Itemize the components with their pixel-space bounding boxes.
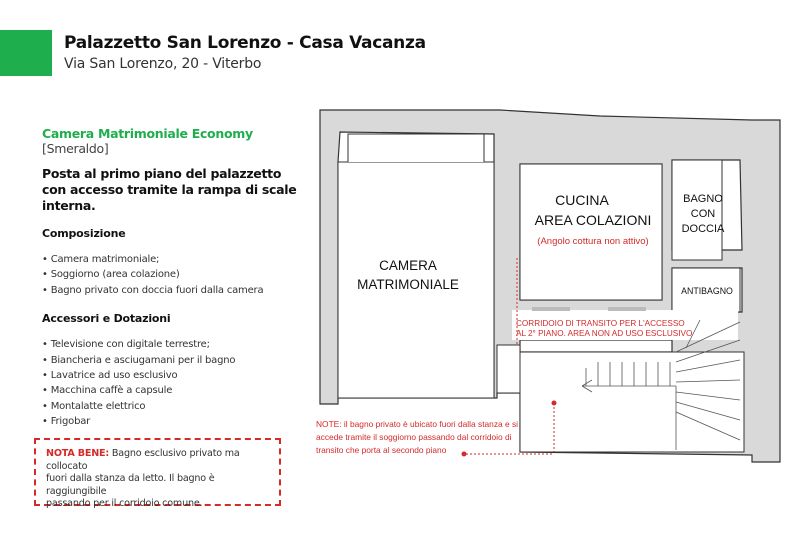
label-corridoio: AL 2° PIANO. AREA NON AD USO ESCLUSIVO	[516, 329, 693, 338]
label-corridoio: CORRIDOIO DI TRANSITO PER L'ACCESSO	[516, 319, 685, 328]
list-item: • Bagno privato con doccia fuori dalla camera	[42, 283, 307, 298]
list-item: • Televisione con digitale terrestre;	[42, 337, 307, 352]
nota-line: passando per il corridoio comune.	[46, 498, 203, 509]
label-bagno: CON	[690, 208, 716, 220]
label-antibagno: ANTIBAGNO	[681, 286, 733, 296]
label-camera: CAMERA	[379, 258, 437, 273]
list-item: • Soggiorno (area colazione)	[42, 267, 307, 282]
list-item: • Camera matrimoniale;	[42, 252, 307, 267]
nota-label: NOTA BENE:	[46, 448, 110, 459]
floorplan-note: accede tramite il soggiorno passando dal corridoio di	[316, 432, 512, 442]
door-mark	[532, 307, 570, 311]
label-bagno: DOCCIA	[681, 223, 725, 235]
list-item: • Biancheria e asciugamani per il bagno	[42, 353, 307, 368]
door-mark	[608, 307, 646, 311]
list-item: • Macchina caffè a capsule	[42, 383, 307, 398]
label-cucina-note: (Angolo cottura non attivo)	[537, 236, 649, 247]
room-code: [Smeraldo]	[42, 141, 109, 156]
label-cucina: CUCINA	[555, 192, 609, 208]
nota-line: fuori dalla stanza da letto. Il bagno è raggiungibile	[46, 473, 215, 497]
floorplan-note: NOTE: il bagno privato è ubicato fuori dalla stanza e si	[316, 419, 519, 429]
floorplan-note: transito che porta al secondo piano	[316, 445, 447, 455]
label-cucina: AREA COLAZIONI	[534, 212, 652, 228]
list-item: • Montalatte elettrico	[42, 399, 307, 414]
address-subtitle: Via San Lorenzo, 20 - Viterbo	[64, 56, 262, 72]
nota-line: Bagno esclusivo privato ma collocato	[46, 448, 240, 472]
label-camera: MATRIMONIALE	[357, 277, 459, 292]
amenities-heading: Accessori e Dotazioni	[42, 312, 171, 326]
room-camera-top	[338, 134, 494, 162]
room-name-text: Camera Matrimoniale Economy	[42, 126, 253, 141]
page-title: Palazzetto San Lorenzo - Casa Vacanza	[64, 33, 426, 53]
description-line: Posta al primo piano del palazzetto	[42, 166, 282, 181]
room-cucina	[520, 164, 662, 300]
description-line: con accesso tramite la rampa di scale interna.	[42, 182, 297, 213]
label-bagno: BAGNO	[683, 193, 723, 205]
list-item: • Frigobar	[42, 414, 307, 429]
list-item: • Lavatrice ad uso esclusivo	[42, 368, 307, 383]
composition-heading: Composizione	[42, 227, 126, 240]
room-left-strip	[497, 345, 520, 393]
